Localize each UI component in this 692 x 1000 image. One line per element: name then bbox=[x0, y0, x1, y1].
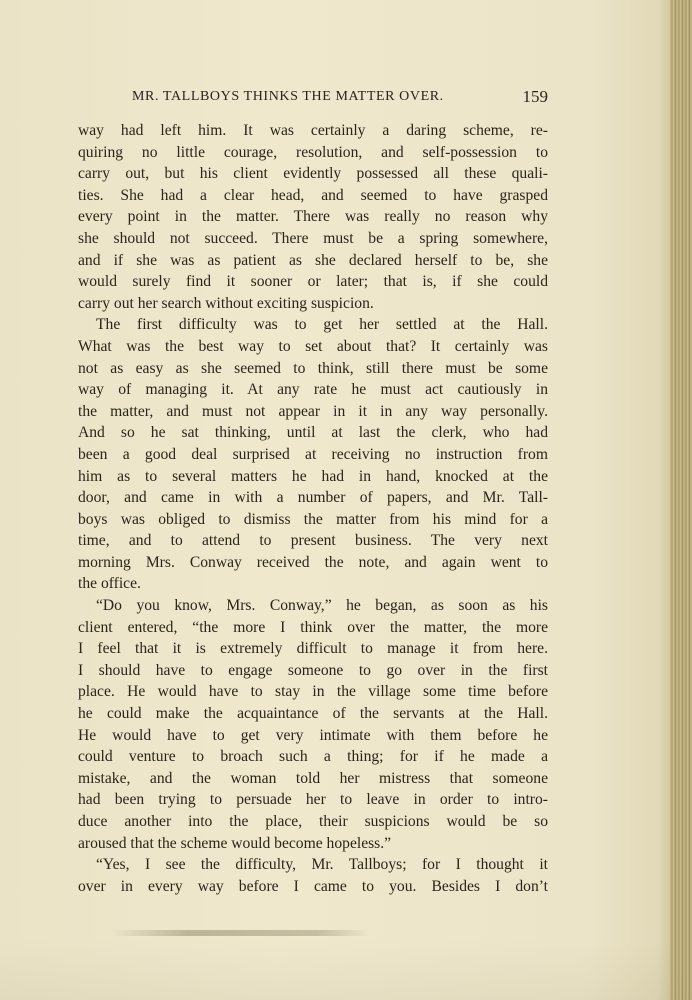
page-edge bbox=[670, 0, 692, 1000]
text-line: And so he sat thinking, until at last the clerk, who had bbox=[78, 424, 548, 442]
text-line: way of managing it. At any rate he must act cautiously in bbox=[78, 381, 548, 399]
text-line: the matter, and must not appear in it in any way personally. bbox=[78, 402, 548, 420]
text-line: aroused that the scheme would become hopeless.” bbox=[78, 834, 392, 852]
text-line: not as easy as she seemed to think, still there must be some bbox=[78, 359, 548, 377]
page-shadow bbox=[0, 940, 692, 1000]
text-line: quiring no little courage, resolution, and self-possession to bbox=[78, 143, 548, 161]
text-line: could venture to broach such a thing; for if he made a bbox=[78, 748, 548, 766]
text-line: place. He would have to stay in the village some time before bbox=[78, 683, 548, 701]
text-line: way had left him. It was certainly a daring scheme, re- bbox=[78, 122, 548, 139]
page-number: 159 bbox=[522, 87, 548, 106]
text-line: client entered, “the more I think over the matter, the more bbox=[78, 618, 548, 636]
running-title: MR. TALLBOYS THINKS THE MATTER OVER. bbox=[132, 89, 444, 104]
text-line: him as to several matters he had in hand, knocked at the bbox=[78, 467, 548, 485]
text-line: morning Mrs. Conway received the note, and again went to bbox=[78, 553, 548, 571]
text-line: over in every way before I came to you. Besides I don’t bbox=[78, 877, 548, 895]
text-line: duce another into the place, their suspicions would be so bbox=[78, 813, 548, 830]
text-line: every point in the matter. There was really no reason why bbox=[78, 208, 548, 226]
text-line: would surely find it sooner or later; that is, if she could bbox=[78, 273, 548, 291]
page-smudge bbox=[110, 930, 370, 936]
text-line: He would have to get very intimate with them before he bbox=[78, 726, 548, 744]
text-line: he could make the acquaintance of the servants at the Hall. bbox=[78, 705, 548, 723]
text-line: “Yes, I see the difficulty, Mr. Tallboys; for I thought it bbox=[96, 856, 548, 874]
text-line: What was the best way to set about that? It certainly was bbox=[78, 337, 548, 355]
body-text bbox=[78, 120, 548, 897]
text-line: boys was obliged to dismiss the matter from his mind for a bbox=[78, 510, 548, 528]
text-line: carry out, but his client evidently possessed all these quali- bbox=[78, 165, 548, 183]
text-line: had been trying to persuade her to leave in order to intro- bbox=[78, 791, 548, 809]
page-header bbox=[78, 87, 548, 111]
text-line: and if she was as patient as she declared herself to be, she bbox=[78, 251, 548, 269]
text-line: been a good deal surprised at receiving no instruction from bbox=[78, 445, 548, 463]
text-line: “Do you know, Mrs. Conway,” he began, as soon as his bbox=[96, 597, 548, 615]
text-line: mistake, and the woman told her mistress that someone bbox=[78, 769, 548, 787]
text-line: door, and came in with a number of papers, and Mr. Tall- bbox=[78, 489, 548, 507]
text-line: I feel that it is extremely difficult to manage it from here. bbox=[78, 640, 548, 658]
text-line: I should have to engage someone to go over in the first bbox=[78, 661, 548, 679]
text-line: she should not succeed. There must be a spring somewhere, bbox=[78, 229, 548, 247]
text-line: ties. She had a clear head, and seemed to have grasped bbox=[78, 186, 548, 204]
text-line: time, and to attend to present business. The very next bbox=[78, 532, 548, 550]
text-line: the office. bbox=[78, 575, 141, 593]
text-line: The first difficulty was to get her settled at the Hall. bbox=[96, 316, 548, 334]
text-line: carry out her search without exciting suspicion. bbox=[78, 294, 374, 312]
